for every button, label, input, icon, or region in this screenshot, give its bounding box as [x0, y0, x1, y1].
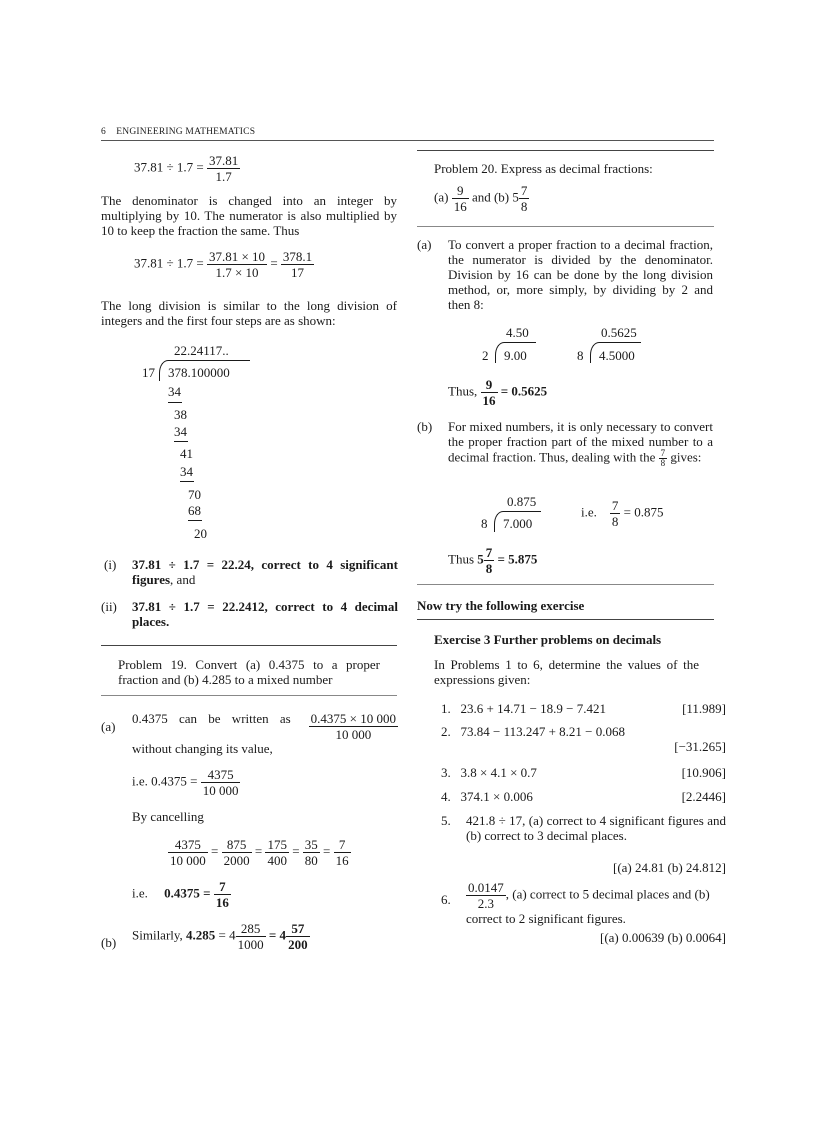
- part-b-label: (b): [101, 935, 117, 950]
- result-i-label: (i): [104, 557, 117, 572]
- step-remainder: 70: [188, 487, 201, 502]
- part-b-text: For mixed numbers, it is only necessary to convert the proper fraction part of the mixed number to a decimal fraction. Thus, dealing with the $\frac{7}{8}$ gives:: [448, 419, 713, 468]
- list-item: 1. 23.6 + 14.71 − 18.9 − 7.421 [11.989]: [441, 701, 726, 716]
- problem-20-fractions: (a) $\frac{9}{16}$ and (b) 5 $\frac{7}{8}$: [434, 183, 528, 214]
- step-subtract: 34: [168, 384, 181, 399]
- paragraph-long-division: The long division is similar to the long division of integers and the first four steps are as shown:: [101, 298, 397, 328]
- part-a-line: 0.4375 can be written as $\frac{0.4375 \times 10 000}{10 000}$: [132, 711, 396, 742]
- ie-7-8: i.e. $\frac{7}{8}$ = 0.875: [581, 498, 664, 529]
- divisor: 17: [142, 365, 155, 380]
- thus-9-16: Thus, $\frac{9}{16}$ = 0.5625: [448, 377, 548, 408]
- result-ii: 37.81 ÷ 1.7 = 22.2412, correct to 4 decimal places.: [132, 599, 398, 629]
- problem-20-bottom-rule: [417, 226, 714, 227]
- equation-2: 37.81 ÷ 1.7 = $\frac{37.81 \times 10}{1.7 \times 10}$ = $\frac{378.1}{17}$: [134, 249, 313, 280]
- problem-19-top-rule: [101, 645, 397, 646]
- step-subtract: 34: [180, 464, 193, 479]
- dividend: 378.100000: [168, 365, 230, 380]
- result-i: 37.81 ÷ 1.7 = 22.24, correct to 4 significant figures, and: [132, 557, 398, 587]
- step-remainder: 20: [194, 526, 207, 541]
- step-subtract: 34: [174, 424, 187, 439]
- problem-19-title: Problem 19. Convert (a) 0.4375 to a proper fraction and (b) 4.285 to a mixed number: [118, 657, 380, 687]
- problem-20-title: Problem 20. Express as decimal fractions:: [434, 161, 653, 176]
- thus-5-7-8: Thus 5 $\frac{7}{8}$ = 5.875: [448, 545, 538, 576]
- header-rule: [101, 140, 714, 141]
- part-b-line: Similarly, 4.285 = 4 $\frac{285}{1000}$ = 4 $\frac{57}{200}$: [132, 921, 308, 952]
- exercise-top-rule: [417, 619, 714, 620]
- ie-equation-2: i.e. 0.4375 = $\frac{7}{16}$: [132, 879, 229, 910]
- now-try-heading: Now try the following exercise: [417, 598, 585, 613]
- cancelling-chain: $\frac{4375}{10 000}$ = $\frac{875}{2000}$ = $\frac{175}{400}$ = $\frac{35}{80}$ = $\frac{7}{16}$: [170, 837, 349, 868]
- result-ii-label: (ii): [101, 599, 117, 614]
- list-item: 3. 3.8 × 4.1 × 0.7 [10.906]: [441, 765, 726, 780]
- running-header: [101, 125, 255, 140]
- fraction: $\frac{37.81}{1.7}$: [208, 153, 239, 184]
- quotient: 22.24117..: [174, 343, 229, 358]
- step-remainder: 38: [174, 407, 187, 422]
- exercise-title: Exercise 3 Further problems on decimals: [434, 632, 662, 647]
- step-remainder: 41: [180, 446, 193, 461]
- list-item: 4. 374.1 × 0.006 [2.2446]: [441, 789, 726, 804]
- part-a-label: (a): [417, 237, 432, 252]
- list-item: 2. 73.84 − 113.247 + 8.21 − 0.068 [−31.265]: [441, 724, 726, 754]
- equation-1: 37.81 ÷ 1.7 = $\frac{37.81}{1.7}$: [134, 153, 239, 184]
- page-number: 6: [101, 127, 106, 137]
- step-subtract: 68: [188, 503, 201, 518]
- part-a-label: (a): [101, 719, 116, 734]
- problem-19-bottom-rule: [101, 695, 397, 696]
- problem-20-top-rule: [417, 150, 714, 151]
- ie-equation-1: i.e. 0.4375 = $\frac{4375}{10 000}$: [132, 767, 239, 798]
- book-title: ENGINEERING MATHEMATICS: [116, 127, 256, 137]
- page: 6 ENGINEERING MATHEMATICS 37.81 ÷ 1.7 = $\frac{37.81}{1.7}$ The denominator is changed into an integer by multiplying by 10. The numerator is also multiplied by 10 to keep the fraction the same. Thus 37.81 ÷ 1.7 = $\frac{37.81 \times 10}{1.7 \times 10}$ = $\frac{378.1}{17}$ The long division is similar to the long division of integers and the first four steps are as shown: 22.24117.. 17 378.100000 34 38 34 41 34 70 68 20 (i) 37.81 ÷ 1.7 = 22.24, correct to 4 significant figures, and (ii) 37.81 ÷ 1.7 = 22.2412, correct to 4 decimal places. Problem 19. Convert (a) 0.4375 to a proper fraction and (b) 4.285 to a mixed number (a) 0.4375 can be written as $\frac{0.4375 \times 10 000}{10 000}$ without changing its value, i.e. 0.4375 = $\frac{4375}{10 000}$ By cancelling $\frac{4375}{10 000}$ = $\frac{875}{2000}$ = $\frac{175}{400}$ = $\frac{35}{80}$ = $\frac{7}{16}$ i.e. 0.4375 = $\frac{7}{16}$ (b) Similarly, 4.285 = 4 $\frac{285}{1000}$ = 4 $\frac{57}{200}$ Problem 20. Express as decimal fractions: (a) $\frac{9}{16}$ and (b) 5 $\frac{7}{8}$ (a) To convert a proper fraction to a decimal fraction, the numerator is divided by the denominator. Division by 16 can be done by the long division method, or, more simply, by dividing by 2 and then 8: 4.50 2 9.00 0.5625 8 4.5000 Thus, $\frac{9}{16}$ = 0.5625 (b) For mixed numbers, it is only necessary to convert the proper fraction part of the mixed number to a decimal fraction. Thus, dealing with the $\frac{7}{8}$ gives: 0.875 8 7.000 i.e. $\frac{7}{8}$ = 0.875 Thus 5 $\frac{7}{8}$ = 5.875 Now try the following exercise Exercise 3 Further problems on decimals In Problems 1 to 6, determine the values of the expressions given: 1. 23.6 + 14.71 − 18.9 − 7.421 [11.989] 2. 73.84 − 113.247 + 8.21 − 0.068 [−31.265] 3. 3.8 × 4.1 × 0.7 [10.906] 4. 374.1 × 0.006 [2.2446] 5. 421.8 ÷ 17, (a) correct to 4 significant figures and (b) correct to 3 decimal places. [(a) 24.81 (b) 24.812] 6. $\frac{0.0147}{2.3}$ , (a) correct to 5 decimal places and (b) correct to 2 significant figures. [(a) 0.00639 (b) 0.0064]: [101, 127, 726, 952]
- part-a-text: To convert a proper fraction to a decimal fraction, the numerator is divided by the denominator. Division by 16 can be done by the long division method, or, more simply, by dividing by 2 and then 8:: [448, 237, 713, 312]
- paragraph-denominator: The denominator is changed into an integer by multiplying by 10. The numerator is also multiplied by 10 to keep the fraction the same. Thus: [101, 193, 397, 238]
- part-b-label: (b): [417, 419, 433, 434]
- exercise-intro: In Problems 1 to 6, determine the values of the expressions given:: [434, 657, 699, 687]
